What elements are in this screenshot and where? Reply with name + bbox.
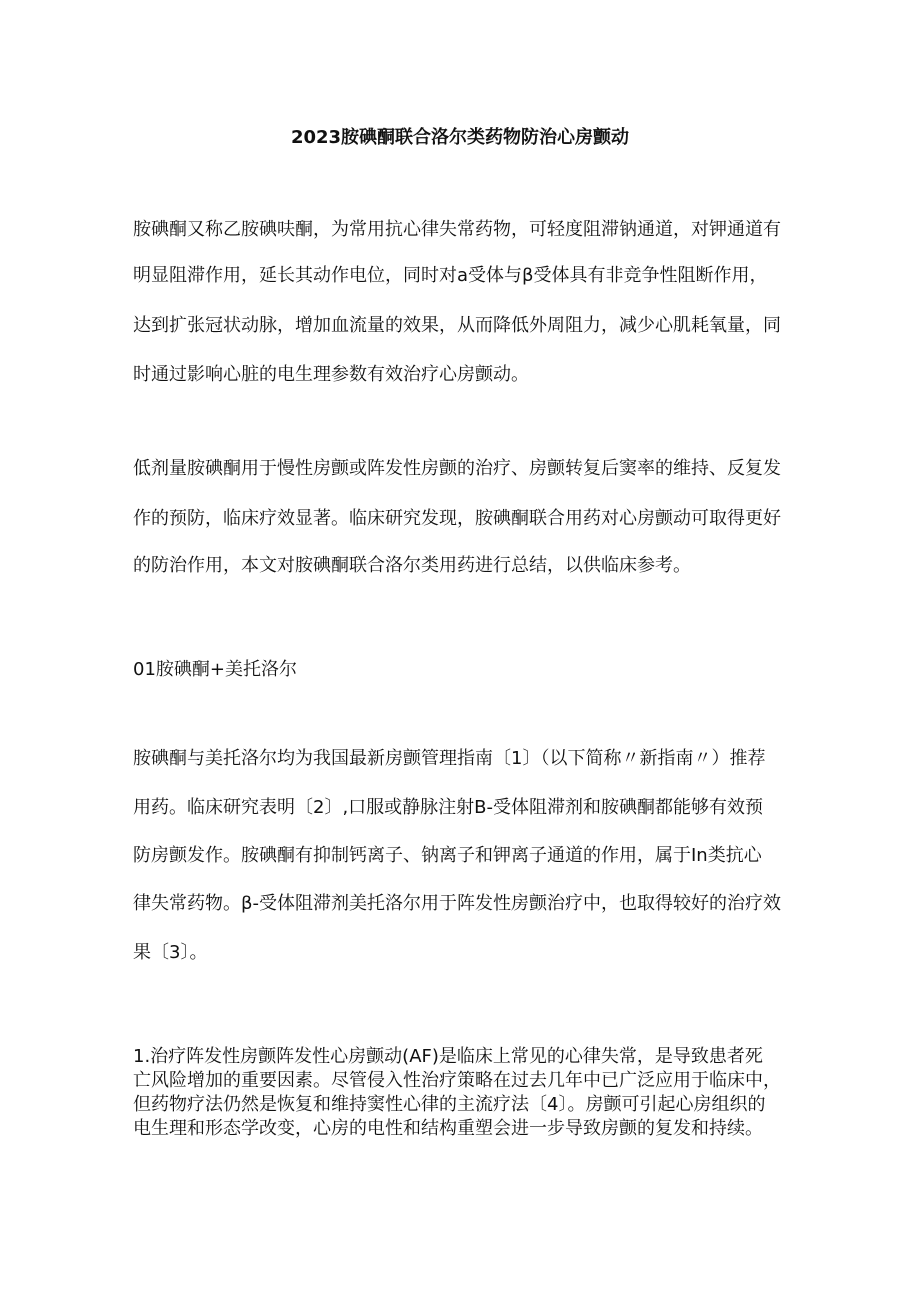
para3-line: 律失常药物。β-受体阻滞剂美托洛尔用于阵发性房颤治疗中，也取得较好的治疗效 — [133, 893, 781, 914]
para4-line: 但药物疗法仍然是恢复和维持窦性心律的主流疗法〔4〕。房颤可引起心房组织的 — [133, 1094, 766, 1115]
para2-line: 低剂量胺碘酮用于慢性房颤或阵发性房颤的治疗、房颤转复后窦率的维持、反复发 — [133, 458, 781, 479]
para2-line: 的防治作用，本文对胺碘酮联合洛尔类用药进行总结，以供临床参考。 — [133, 555, 691, 576]
para3-line: 用药。临床研究表明〔2〕,口服或静脉注射B-受体阻滞剂和胺碘酮都能够有效预 — [133, 797, 764, 818]
para4-line: 电生理和形态学改变，心房的电性和结构重塑会进一步导致房颤的复发和持续。 — [133, 1118, 763, 1139]
para1-line: 胺碘酮又称乙胺碘呋酮，为常用抗心律失常药物，可轻度阻滞钠通道，对钾通道有 — [133, 219, 781, 240]
para3-line: 果〔3〕。 — [133, 942, 208, 963]
para1-line: 时通过影响心脏的电生理参数有效治疗心房颤动。 — [133, 364, 529, 385]
para1-line: 达到扩张冠状动脉，增加血流量的效果，从而降低外周阻力，减少心肌耗氧量，同 — [133, 315, 781, 336]
para3-line: 胺碘酮与美托洛尔均为我国最新房颤管理指南〔1〕（以下简称〃新指南〃）推荐 — [133, 748, 766, 769]
section-heading: 01胺碘酮+美托洛尔 — [133, 659, 297, 680]
document-title: 2023胺碘酮联合洛尔类药物防治心房颤动 — [290, 127, 630, 148]
para2-line: 作的预防，临床疗效显著。临床研究发现，胺碘酮联合用药对心房颤动可取得更好 — [133, 508, 781, 529]
para4-line: 亡风险增加的重要因素。尽管侵入性治疗策略在过去几年中已广泛应用于临床中， — [133, 1070, 781, 1091]
para1-line: 明显阻滞作用，延长其动作电位，同时对a受体与β受体具有非竞争性阻断作用， — [133, 265, 768, 286]
para3-line: 防房颤发作。胺碘酮有抑制钙离子、钠离子和钾离子通道的作用，属于In类抗心 — [133, 845, 762, 866]
para4-line: 1.治疗阵发性房颤阵发性心房颤动(AF)是临床上常见的心律失常，是导致患者死 — [133, 1046, 763, 1067]
